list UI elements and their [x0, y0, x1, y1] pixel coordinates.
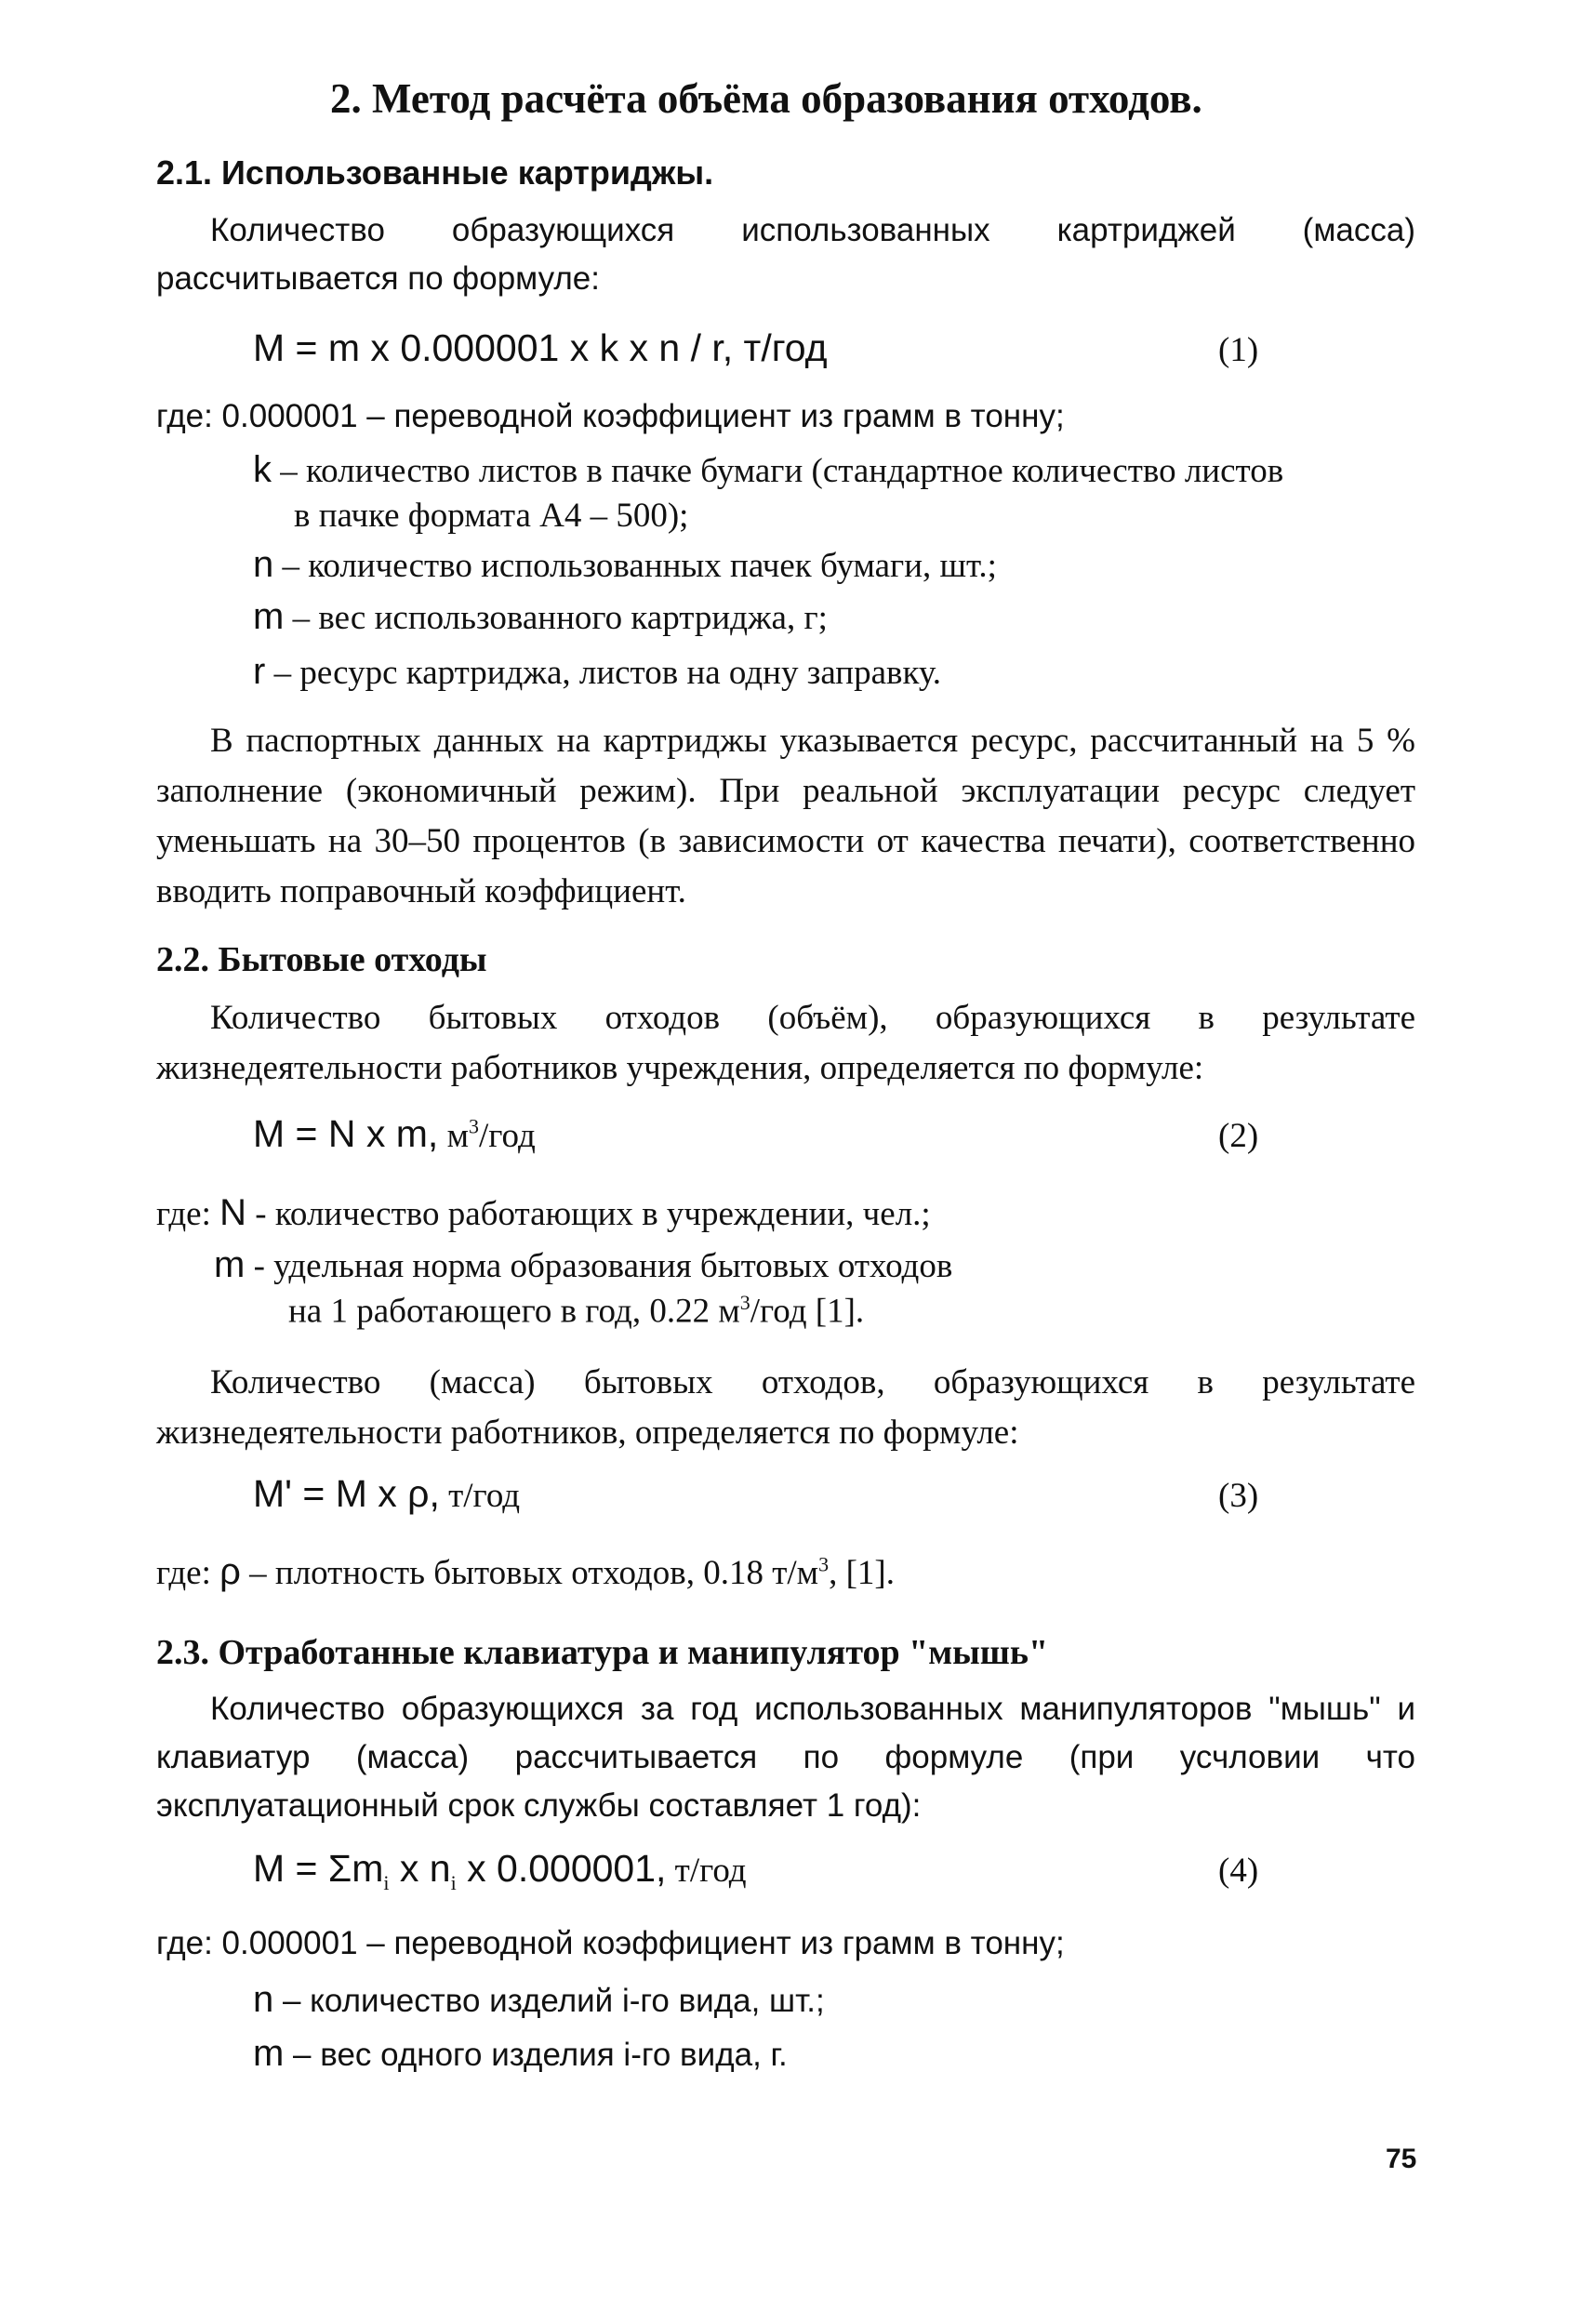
- def-m-norm-continuation: [288, 1291, 864, 1331]
- def-rho-text-a: – плотность бытовых отходов, 0.18 т/м: [240, 1554, 819, 1592]
- section-2-2-heading: 2.2. Бытовые отходы: [156, 940, 487, 979]
- section-2-1-heading: 2.1. Использованные картриджы.: [156, 153, 714, 192]
- def-rho-text-b: , [1].: [829, 1554, 895, 1592]
- section-2-2-intro: Количество бытовых отходов (объём), образующихся в результате жизнедеятельности работников учреждения, определяется по формуле:: [156, 999, 1415, 1087]
- formula-3-main: M' = M x ρ,: [253, 1472, 440, 1515]
- def-m-items-symbol: m: [253, 2033, 285, 2074]
- section-2-1-note: В паспортных данных на картриджы указывается ресурс, рассчитанный на 5 % заполнение (экономичный режим). При реальной эксплуатации ресурс следует уменьшать на 30–50 процентов (в зависимости от качества печати), соответственно вводить поправочный коэффициент.: [156, 722, 1415, 910]
- def-m-items-text: – вес одного изделия i-го вида, г.: [284, 2037, 788, 2073]
- where-label-4: где:: [156, 1925, 213, 1961]
- formula-4-unit: т/год: [666, 1852, 747, 1890]
- formula-4-c: x 0.000001,: [456, 1847, 667, 1890]
- where-label-3: где:: [156, 1554, 211, 1592]
- where-label: где:: [156, 398, 213, 434]
- formula-3-number: (3): [1218, 1477, 1259, 1515]
- def-k: [253, 449, 1283, 491]
- page-number: 75: [1386, 2144, 1417, 2174]
- section-2-1-where-first: [156, 398, 1065, 435]
- def-m-items: [253, 2033, 788, 2075]
- formula-2-unit-sup: 3: [469, 1114, 479, 1138]
- def-rho-symbol: ρ: [219, 1551, 241, 1592]
- section-2-3-where-first: [156, 1925, 1065, 1962]
- formula-3-unit: т/год: [439, 1477, 521, 1515]
- formula-4-sub2: i: [450, 1871, 457, 1895]
- where-first-def-4: 0.000001 – переводной коэффициент из грамм в тонну;: [221, 1925, 1065, 1961]
- formula-1: [253, 325, 828, 370]
- formula-2-unit-b: /год: [479, 1117, 536, 1155]
- formula-4: [253, 1846, 747, 1895]
- def-n-items-symbol: n: [253, 1979, 274, 2020]
- def-m-norm-cont-b: /год [1].: [750, 1292, 865, 1331]
- def-rho-sup: 3: [818, 1552, 830, 1576]
- section-2-3-intro: Количество образующихся за год использованных манипуляторов "мышь" и клавиатур (масса) рассчитывается по формуле (при усчловии что эксплуатационный срок службы составляет 1 год):: [156, 1691, 1415, 1824]
- def-m-text: – вес использованного картриджа, г;: [284, 599, 828, 637]
- def-n-text: – количество использованных пачек бумаги, шт.;: [273, 547, 997, 585]
- def-N-symbol: N: [219, 1192, 247, 1233]
- def-m-norm-cont-sup: 3: [739, 1291, 750, 1314]
- def-m-norm: [214, 1244, 952, 1286]
- formula-2-main: M = N x m,: [253, 1112, 439, 1155]
- formula-3: [253, 1471, 520, 1516]
- def-n-items: [253, 1979, 825, 2021]
- section-2-2-intro2: Количество (масса) бытовых отходов, образующихся в результате жизнедеятельности работников, определяется по формуле:: [156, 1363, 1415, 1452]
- def-m-norm-text: - удельная норма образования бытовых отходов: [245, 1247, 953, 1285]
- def-m-norm-symbol: m: [214, 1244, 246, 1285]
- section-2-3-heading: 2.3. Отработанные клавиатура и манипулятор "мышь": [156, 1633, 1049, 1672]
- formula-4-a: M = Σm: [253, 1847, 384, 1890]
- def-n-symbol: n: [253, 544, 274, 585]
- def-rho: [156, 1551, 895, 1593]
- where-label-2: где:: [156, 1195, 211, 1233]
- def-N: [156, 1192, 931, 1234]
- formula-2-number: (2): [1218, 1117, 1259, 1155]
- where-first-def: 0.000001 – переводной коэффициент из грамм в тонну;: [221, 398, 1065, 434]
- def-k-symbol: k: [253, 449, 272, 490]
- def-r: [253, 651, 941, 693]
- def-m-symbol: m: [253, 596, 285, 637]
- formula-1-number: (1): [1218, 331, 1259, 369]
- formula-1-text: M = m x 0.000001 x k x n / r, т/год: [253, 326, 828, 369]
- def-m: [253, 596, 828, 638]
- formula-4-number: (4): [1218, 1852, 1259, 1890]
- formula-4-sub1: i: [383, 1871, 390, 1895]
- def-m-norm-cont-a: на 1 работающего в год, 0.22 м: [288, 1292, 740, 1331]
- def-r-symbol: r: [253, 651, 266, 692]
- formula-2-unit-a: м: [438, 1117, 469, 1155]
- page-title: 2. Метод расчёта объёма образования отходов.: [330, 75, 1202, 122]
- formula-2: [253, 1111, 536, 1156]
- def-N-text: - количество работающих в учреждении, чел.;: [246, 1195, 931, 1233]
- formula-4-b: x n: [389, 1847, 451, 1890]
- def-k-text: – количество листов в пачке бумаги (стандартное количество листов: [272, 452, 1284, 490]
- def-n: [253, 544, 997, 586]
- section-2-1-intro: Количество образующихся использованных картриджей (масса) рассчитывается по формуле:: [156, 212, 1415, 297]
- def-r-text: – ресурс картриджа, листов на одну заправку.: [265, 654, 941, 692]
- def-k-continuation: в пачке формата А4 – 500);: [294, 497, 689, 535]
- def-n-items-text: – количество изделий i-го вида, шт.;: [273, 1983, 825, 2019]
